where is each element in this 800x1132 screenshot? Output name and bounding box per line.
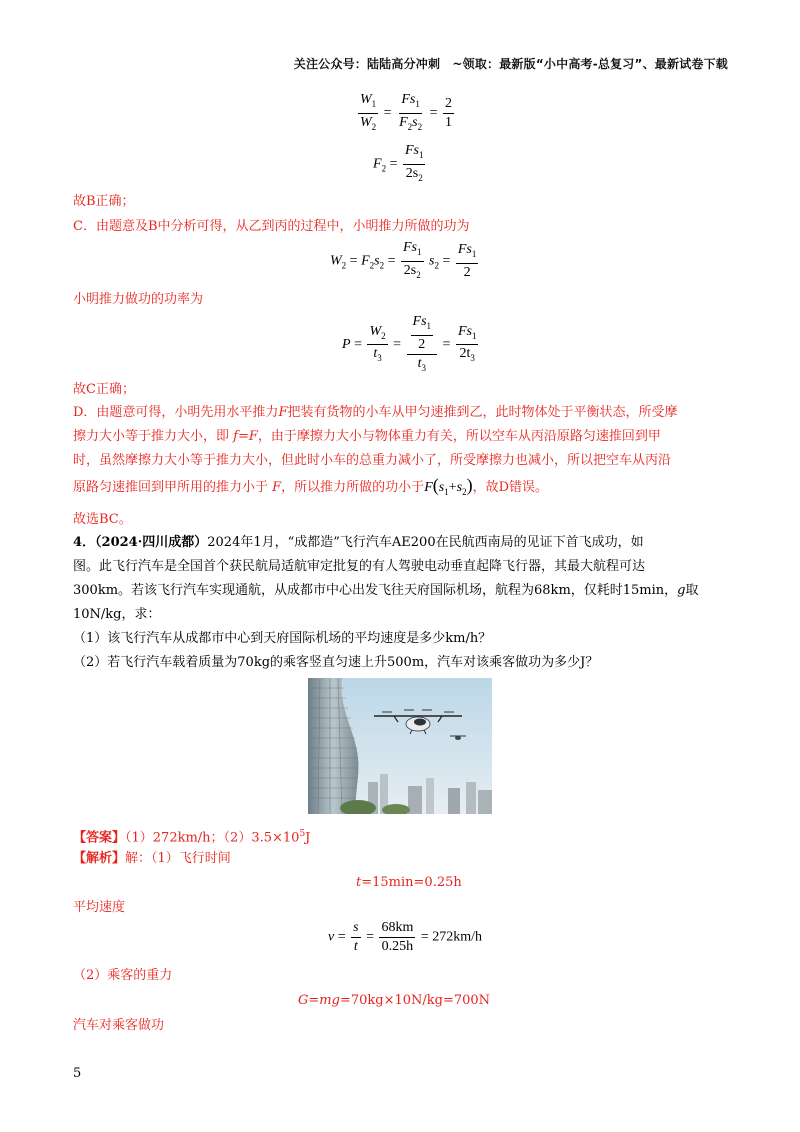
sub-question-2: （2）若飞行汽车载着质量为70kg的乘客竖直匀速上升500m，汽车对该乘客做功为多少J？	[73, 655, 599, 670]
flying-car-photo	[308, 678, 492, 814]
fraction: $\frac{Fs_1}{2}$	[457, 241, 477, 280]
answer-line: 【答案】（1）272km/h；$(2)3.5\times 10^5J$	[73, 829, 311, 846]
compound-fraction: $\frac{\frac{Fs_1}{2}}{t_3}$	[407, 314, 438, 376]
equation-f2: $F_2$ = $\frac{Fs_1}{2s_2}$	[373, 143, 427, 186]
final-answer: 故选BC。	[73, 512, 132, 527]
avg-speed-label: 平均速度	[73, 900, 126, 915]
fraction: $\frac{Fs_1}{F_2s_2}$	[399, 92, 423, 132]
page-number: 5	[73, 1066, 82, 1081]
equation-power: P = $\frac{W_2}{t_3}$ = $\frac{\frac{Fs_1}{2}}{t_3}$ = $\frac{Fs_1}{2t_3}$	[342, 314, 480, 376]
fraction: $\frac{W_2}{t_3}$	[369, 323, 386, 364]
time-equation: t=15min=0.25h	[356, 875, 462, 890]
question-number: 4．	[73, 535, 96, 550]
gravity-equation: G=mg=70kg×10N/kg=700N	[298, 993, 491, 1008]
analysis-line: 【解析】解：（1）飞行时间	[73, 851, 231, 866]
equation-w2: $W_2 = F_2s_2$ = $\frac{Fs_1}{2s_2}$ $s_2$ = $\frac{Fs_1}{2}$	[330, 240, 480, 283]
power-intro: 小明推力做功的功率为	[73, 292, 204, 307]
page-header: 关注公众号：陆陆高分冲刺 ~领取：最新版“小中高考-总复习”、最新试卷下载	[293, 57, 728, 71]
fraction: $\frac{W_1}{W_2}$	[360, 92, 377, 132]
analysis-label: 【解析】	[73, 851, 126, 866]
fraction: $\frac{Fs_1}{2s_2}$	[404, 143, 424, 183]
answer-label: 【答案】	[73, 830, 126, 846]
fraction: $\frac{Fs_1}{2s_2}$	[403, 240, 422, 280]
fraction: $\frac{s}{t}$	[353, 920, 359, 954]
fraction: $\frac{Fs_1}{2t_3}$	[457, 323, 477, 364]
question-source: （2024·四川成都）	[95, 535, 208, 550]
equation-speed: v = $\frac{s}{t}$ = $\frac{68km}{0.25h}$ = 272km/h	[328, 920, 483, 954]
c-intro: C．由题意及B中分析可得，从乙到丙的过程中，小明推力所做的功为	[73, 219, 470, 234]
c-correct: 故C正确；	[73, 382, 135, 397]
fraction: $\frac{68km}{0.25h}$	[381, 920, 414, 954]
b-correct: 故B正确；	[73, 194, 135, 209]
question-4: 4．（2024·四川成都）2024年1月，“成都造”飞行汽车AE200在民航西南局的见证下首飞成功，如 图。此飞行汽车是全国首个获民航局适航审定批复的有人驾驶电动垂直起降飞行器，其最大航程可达 300km。若该飞行汽车实现通航，从成都市中心出发飞往天府国际机场，航程为68km，仅耗时15min，g取 10N/kg，求： （1）该飞行汽车从成都市中心到天府国际机场的平均速度是多少km/h？ （2）若飞行汽车载着质量为70kg的乘客竖直匀速上升500m，汽车对该乘客做功为多少J？	[73, 531, 713, 675]
sub-question-1: （1）该飞行汽车从成都市中心到天府国际机场的平均速度是多少km/h？	[73, 631, 492, 646]
fraction: $\frac{2}{1}$	[445, 95, 452, 130]
equation-work-ratio: $\frac{W_1}{W_2}$ = $\frac{Fs_1}{F_2s_2}$ = $\frac{2}{1}$	[356, 92, 456, 135]
gravity-label: （2）乘客的重力	[73, 968, 173, 983]
work-label: 汽车对乘客做功	[73, 1018, 165, 1033]
d-paragraph: D．由题意可得，小明先用水平推力F把装有货物的小车从甲匀速推到乙，此时物体处于平衡状态，所受摩 擦力大小等于推力大小，即 f=F，由于摩擦力大小与物体重力有关，所以空车从丙沿原路匀速推回到甲 时，虽然摩擦力大小等于推力大小，但此时小车的总重力减小了，所受摩擦力也减小，所以把空车从丙沿 原路匀速推回到甲所用的推力小于 F，所以推力所做的功小于$F(s_1+s_2)$，故D错误。	[73, 405, 678, 497]
